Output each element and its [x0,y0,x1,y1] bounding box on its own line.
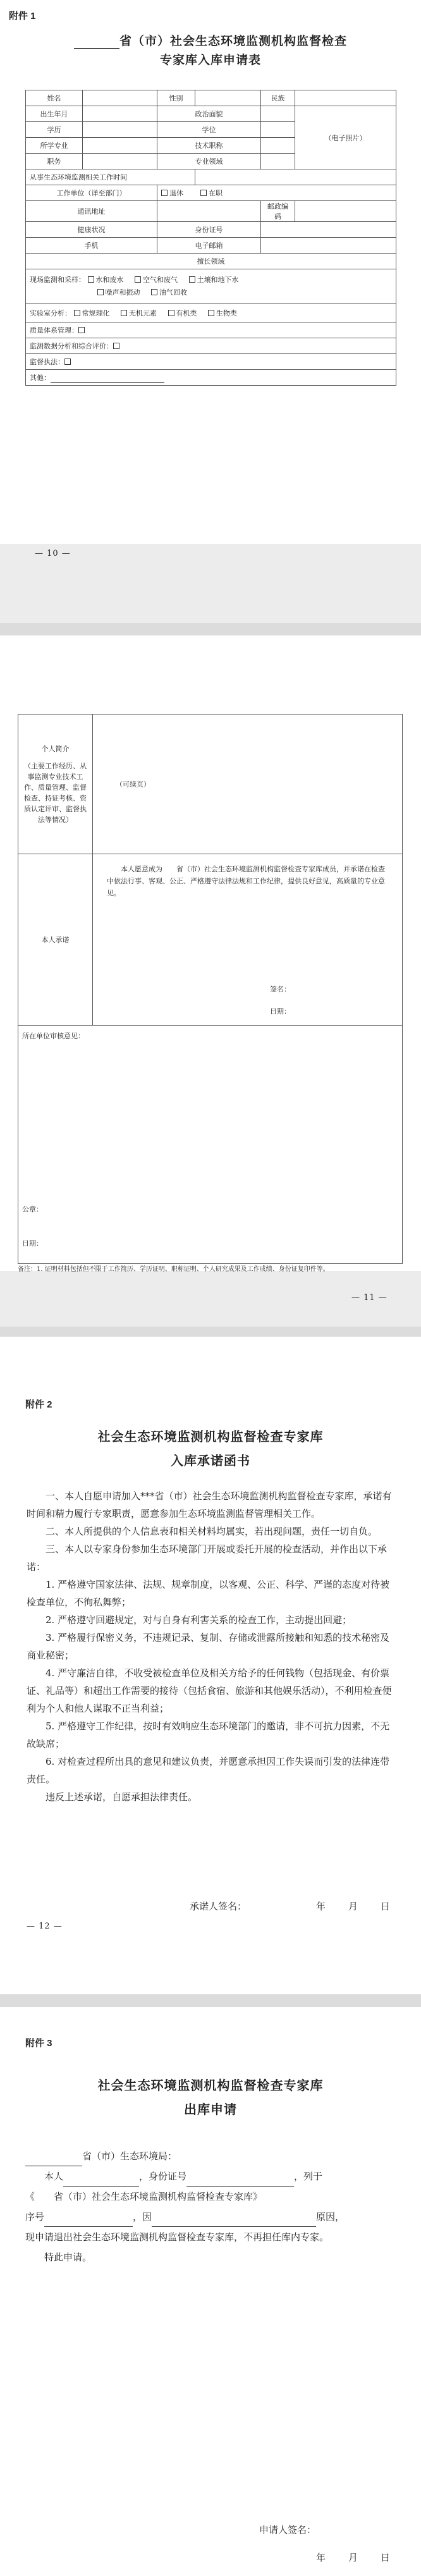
annex-label: 附件 1 [9,11,36,21]
quality-checkbox[interactable] [78,327,85,333]
seal-label: 公章： [22,1205,43,1213]
line1-a: 本人 [44,2171,64,2182]
law-label: 监督执法： [30,358,64,366]
form-title-line-2: 专家库入库申请表 [159,53,261,67]
retired-label: 退休 [169,189,183,197]
intro-field[interactable] [93,715,403,854]
unit-review-cell[interactable] [18,1026,403,1264]
field-political[interactable] [261,106,295,122]
field-id-no[interactable] [261,222,396,238]
annex-label: 附件 3 [25,2038,52,2049]
opt-air: 空气和废气 [143,276,178,284]
paragraph: 二、本人所提供的个人信息表和相关材料均属实，若出现问题，责任一切自负。 [46,1526,378,1537]
closing: 特此申请。 [44,2252,92,2263]
field-degree[interactable] [261,122,295,138]
application-form-table [25,90,396,386]
opt-organic-checkbox[interactable] [168,310,174,316]
promise-cell [93,854,403,1026]
line1-b: ，身份证号 [139,2171,187,2182]
opt-air-checkbox[interactable] [135,276,141,283]
intro-hint: （主要工作经历、从事监测专业技术工作、质量管理、监督检查、持证考核、资质认定评审、监督执法等情况） [24,761,87,824]
opt-inorganic: 无机元素 [129,309,157,317]
exit-line-1 [25,2166,398,2187]
province-blank[interactable] [74,38,119,49]
month-label: 月 [348,2552,358,2563]
page-number: — 12 — [27,1922,63,1931]
label-expertise: 擅长领域 [26,254,396,269]
title-line-1: 省（市）社会生态环境监测机构监督检查 [119,34,347,48]
opt-soil: 土壤和地下水 [197,276,239,284]
other-label: 其他： [30,374,51,382]
page-number: — 10 — [35,549,71,558]
day-label: 日 [381,2552,391,2563]
letter-body [27,1487,394,1806]
field-gender[interactable] [195,90,261,106]
field-specialty[interactable] [261,154,295,169]
label-name: 姓名 [26,90,83,106]
field-birth[interactable] [83,106,157,122]
field-title[interactable] [261,138,295,154]
opt-vapor-checkbox[interactable] [151,289,157,295]
lab-cell [26,304,396,322]
review-date-label: 日期： [22,1239,43,1248]
salutation [25,2146,398,2166]
field-education[interactable] [83,122,157,138]
line1-c: ，列于 [294,2171,323,2182]
law-checkbox[interactable] [64,359,71,365]
field-major[interactable] [83,138,157,154]
opt-water-checkbox[interactable] [88,276,94,283]
intro-note: （可续页） [116,780,150,788]
label-gender: 性别 [157,90,195,106]
paragraph: 3. 严格履行保密义务，不违规记录、复制、存储或泄露所接触和知悉的技术秘密及商业秘密； [27,1632,390,1661]
page-gap [0,623,421,635]
opt-phys: 常规理化 [82,309,110,317]
opt-bio: 生物类 [216,309,237,317]
paragraph: 1. 严格遵守国家法律、法规、规章制度，以客观、公正、科学、严谨的态度对待被检查单位，不徇私舞弊； [27,1579,390,1608]
field-ethnicity[interactable] [295,90,396,106]
opt-organic: 有机类 [176,309,197,317]
label-education: 学历 [26,122,83,138]
opt-soil-checkbox[interactable] [189,276,195,283]
label-major: 所学专业 [26,138,83,154]
opt-noise-checkbox[interactable] [97,289,104,295]
page-1 [0,0,421,558]
province-blank[interactable] [25,2156,82,2166]
label-id-no: 身份证号 [157,222,261,238]
label-health: 健康状况 [26,222,157,238]
page-4 [0,2007,421,2576]
line3-c: 原因， [316,2211,345,2223]
label-political: 政治面貌 [157,106,261,122]
footnote: 备注：1. 证明材料包括但不限于工作简历、学历证明、职称证明、个人研究成果及工作成绩、身份证复印件等。 [18,1266,329,1273]
label-ethnicity: 民族 [261,90,295,106]
paragraph: 2. 严格遵守回避规定，对与自身有利害关系的检查工作，主动提出回避； [46,1614,352,1626]
paragraph: 违反上述承诺，自愿承担法律责任。 [46,1791,198,1803]
photo-cell[interactable]: （电子照片） [295,106,396,169]
sampling-label: 现场监测和采样： [30,276,85,284]
exit-title-1: 社会生态环境监测机构监督检查专家库 [97,2078,324,2093]
label-postcode: 邮政编码 [261,201,295,222]
promise-text: 本人愿意成为 省（市）社会生态环境监测机构监督检查专家库成员，并承诺在检查中依法行事、客观、公正、严格遵守法律法规和工作纪律，提供良好意见，高质量的专业意见。 [107,865,385,897]
page-gap [0,1327,421,1337]
label-position: 职务 [26,154,83,169]
opt-bio-checkbox[interactable] [208,310,214,316]
signer-label[interactable]: 承诺人签名： [190,1901,247,1912]
month-label: 月 [348,1901,358,1912]
exit-body [25,2146,398,2267]
page-number: — 11 — [351,1293,387,1303]
paragraph: 6. 对检查过程所出具的意见和建议负责，并愿意承担因工作失误而引发的法律连带责任。 [27,1756,390,1785]
apply-date [316,2551,390,2564]
data-checkbox[interactable] [113,343,119,349]
field-postcode[interactable] [295,201,396,222]
retired-checkbox[interactable] [161,190,168,196]
paragraph: 4. 严守廉洁自律，不收受被检查单位及相关方给予的任何钱物（包括现金、有价票证、礼品等）和超出工作需要的接待（包括食宿、旅游和其他娱乐活动），不利用检查便利为个人和他人谋取不正当利益； [27,1667,392,1714]
exit-line-2: 《 省（市）社会生态环境监测机构监督检查专家库》 [25,2191,263,2202]
name-blank[interactable] [63,2176,139,2187]
review-table [18,714,403,1264]
sign-date [316,1899,390,1913]
label-work-unit: 工作单位（详至部门） [26,185,157,201]
field-work-unit[interactable] [157,185,396,201]
annex-label: 附件 2 [25,1399,52,1410]
other-blank[interactable] [51,374,164,383]
intro-label: 个人简介 [41,744,70,753]
applicant-label[interactable]: 申请人签名： [259,2524,317,2536]
on-duty-label: 在职 [209,189,223,197]
data-cell [26,338,396,354]
serial-blank[interactable] [44,2216,133,2227]
intro-label-cell [18,715,93,854]
exit-line-4: 现申请退出社会生态环境监测机构监督检查专家库，不再担任库内专家。 [25,2231,329,2243]
sampling-cell [26,269,396,304]
lab-label: 实验室分析： [30,309,71,317]
field-years[interactable] [195,169,396,185]
year-label: 年 [316,2552,326,2563]
data-label: 监测数据分析和综合评价： [30,342,113,350]
day-label: 日 [381,1901,391,1912]
label-specialty: 专业领域 [157,154,261,169]
label-years: 从事生态环境监测相关工作时间 [26,169,195,185]
label-mobile: 手机 [26,238,157,254]
label-email: 电子邮箱 [157,238,261,254]
promise-date[interactable]: 日期： [270,1007,291,1015]
law-cell [26,354,396,370]
form-title [0,32,421,49]
quality-label: 质量体系管理： [30,326,78,334]
reason-blank[interactable] [152,2216,316,2227]
unit-review-label: 所在单位审核意见： [22,1032,85,1040]
field-email[interactable] [261,238,396,254]
field-name[interactable] [83,90,157,106]
letter-title-2: 入库承诺函书 [171,1453,250,1468]
id-blank[interactable] [186,2176,294,2187]
label-address: 通讯地址 [26,201,157,222]
exit-title-2: 出库申请 [184,2102,237,2117]
page-2 [0,635,421,1271]
paragraph: 三、本人以专家身份参加生态环境部门开展或委托开展的检查活动，并作出以下承诺： [27,1543,387,1573]
salutation-text: 省（市）生态环境局： [82,2150,178,2162]
label-degree: 学位 [157,122,261,138]
quality-cell [26,322,396,338]
year-label: 年 [316,1901,326,1912]
opt-vapor: 油气回收 [159,288,187,297]
other-cell [26,370,396,386]
opt-noise: 噪声和振动 [105,288,140,297]
letter-title-1: 社会生态环境监测机构监督检查专家库 [97,1429,324,1444]
paragraph: 5. 严格遵守工作纪律，按时有效响应生态环境部门的邀请，非不可抗力因素，不无故缺席； [27,1720,390,1750]
field-address[interactable] [157,201,261,222]
opt-inorganic-checkbox[interactable] [121,310,127,316]
opt-water: 水和废水 [95,276,124,284]
field-position[interactable] [83,154,157,169]
line3-b: ，因 [133,2211,152,2223]
promise-label: 本人承诺 [18,854,93,1026]
paragraph: 一、本人自愿申请加入***省（市）社会生态环境监测机构监督检查专家库，承诺有时间和精力履行专家职责，愿意参加生态环境监测监督管理相关工作。 [27,1490,392,1519]
label-title: 技术职称 [157,138,261,154]
line3-a: 序号 [25,2211,45,2223]
page-gap [0,1994,421,2007]
exit-line-3 [25,2207,398,2227]
label-birth: 出生年月 [26,106,83,122]
page-3 [0,1337,421,1994]
on-duty-checkbox[interactable] [200,190,207,196]
opt-phys-checkbox[interactable] [74,310,80,316]
promise-sign[interactable]: 签名： [270,985,291,993]
